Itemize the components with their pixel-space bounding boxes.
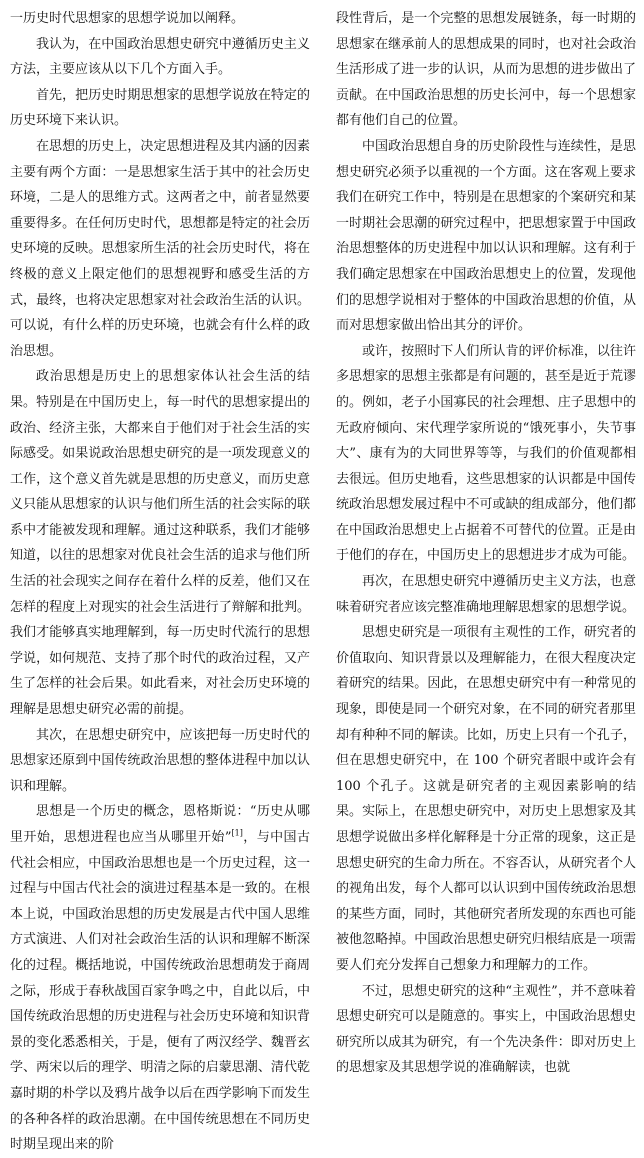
paragraph [336, 569, 636, 620]
paragraph [336, 6, 636, 134]
paragraph-text: 在思想的历史上，决定思想进程及其内涵的因素主要有两个方面：一是思想家生活于其中的社会历史环境，二是人的思维方式。这两者之中，前者显然要重要得多。在任何历史时代，思想都是特定的社会历史环境的反映。思想家所生活的社会历史时代，将在终极的意义上限定他们的思想视野和感受生活的方式，最终，也将决定思想家对社会政治生活的认识。可以说，有什么样的历史环境，也就会有什么样的政治思想。 [10, 138, 310, 359]
paragraph-text: 其次，在思想史研究中，应该把每一历史时代的思想家还原到中国传统政治思想的整体进程中加以认识和理解。 [10, 727, 310, 794]
paragraph-text: 我认为，在中国政治思想史研究中遵循历史主义方法，主要应该从以下几个方面入手。 [10, 36, 310, 78]
paragraph [10, 799, 310, 1157]
paragraph [10, 6, 310, 32]
paragraph-text: ，与中国古代社会相应，中国政治思想也是一个历史过程，这一过程与中国古代社会的演进过程基本是一致的。在根本上说，中国政治思想的历史发展是古代中国人思维方式演进、人们对社会政治生活的认识和理解不断深化的过程。概括地说，中国传统政治思想萌发于商周之际，形成于春秋战国百家争鸣之中，自此以后，中国传统政治思想的历史进程与社会历史环境和知识背景的变化悉悉相关，于是，便有了两汉经学、魏晋玄学、两宋以后的理学、明清之际的启蒙思潮、清代乾嘉时期的朴学以及鸦片战争以后在西学影响下而发生的各种各样的政治思潮。在中国传统思想在不同历史时期呈现出来的阶 [10, 830, 310, 1153]
paragraph [10, 83, 310, 134]
paragraph [336, 979, 636, 1081]
paragraph-text: 政治思想是历史上的思想家体认社会生活的结果。特别是在中国历史上，每一时代的思想家提出的政治、经济主张，大都来自于他们对于社会生活的实际感受。如果说政治思想史研究的是一项发现意义的工作，这个意义首先就是思想的历史意义，而历史意义只能从思想家的认识与他们所生活的社会实际的联系中才能被发现和理解。通过这种联系，我们才能够知道，以往的思想家对优良社会生活的追求与他们所生活的社会现实之间存在着什么样的反差，他们又在怎样的程度上对现实的社会生活进行了辩解和批判。我们才能够真实地理解到，每一历史时代流行的思想学说，如何规范、支持了那个时代的政治过程，又产生了怎样的社会后果。如此看来，对社会历史环境的理解是思想史研究必需的前提。 [10, 369, 310, 718]
left-text-column [10, 6, 310, 1153]
paragraph-text: 再次，在思想史研究中遵循历史主义方法，也意味着研究者应该完整准确地理解思想家的思想学说。 [336, 574, 636, 615]
paragraph [10, 723, 310, 800]
paragraph-text: 思想是一个历史的概念，恩格斯说：“历史从哪里开始，思想进程也应当从哪里开始” [10, 804, 310, 845]
paragraph [336, 339, 636, 569]
paragraph [10, 364, 310, 722]
paragraph-text: 段性背后，是一个完整的思想发展链条，每一时期的思想家在继承前人的思想成果的同时，也对社会政治生活形成了进一步的认识，从而为思想的进步做出了贡献。在中国政治思想的历史长河中，每一个思想家都有他们自己的位置。 [336, 11, 636, 129]
right-text-column [336, 6, 636, 1076]
paragraph-text: 或许，按照时下人们所认肯的评价标准，以往许多思想家的思想主张都是有问题的，甚至是近于荒谬的。例如，老子小国寡民的社会理想、庄子思想中的无政府倾向、宋代理学家所说的“饿死事小，失节事大”、康有为的大同世界等等，与我们的价值观都相去很远。但历史地看，这些思想家的认识都是中国传统政治思想发展过程中不可或缺的组成部分，他们都在中国政治思想史上占据着不可替代的位置。正是由于他们的存在，中国历史上的思想进步才成为可能。 [336, 343, 636, 564]
paragraph [10, 32, 310, 83]
paragraph [336, 620, 636, 978]
footnote-reference: [1] [231, 828, 243, 838]
paragraph-text: 首先，把历史时期思想家的思想学说放在特定的历史环境下来认识。 [10, 87, 310, 129]
paragraph-text: 思想史研究是一项很有主观性的工作，研究者的价值取向、知识背景以及理解能力，在很大程度决定着研究的结果。因此，在思想史研究中有一种常见的现象，即使是同一个研究对象，在不同的研究者那里却有种种不同的解读。比如，历史上只有一个孔子，但在思想史研究中，在 100 个研究者眼中或许会有 100 个孔子。这就是研究者的主观因素影响的结果。实际上，在思想史研究中，对历史上思想家及其思想学说做出多样化解释是十分正常的现象，这正是思想史研究的生命力所在。不容否认，从研究者个人的视角出发，每个人都可以认识到中国传统政治思想的某些方面，同时，其他研究者所发现的东西也可能被他忽略掉。中国政治思想史研究归根结底是一项需要人们充分发挥自己想象力和理解力的工作。 [336, 625, 636, 973]
paragraph-text: 中国政治思想自身的历史阶段性与连续性，是思想史研究必须予以重视的一个方面。这在客观上要求我们在研究工作中，特别是在思想家的个案研究和某一时期社会思潮的研究过程中，把思想家置于中国政治思想整体的历史进程中加以认识和理解。这有利于我们确定思想家在中国政治思想史上的位置，发现他们的思想学说相对于整体的中国政治思想的价值，从而对思想家做出恰出其分的评价。 [336, 138, 636, 334]
paragraph [336, 134, 636, 339]
paragraph-text: 一历史时代思想家的思想学说加以阐释。 [10, 11, 245, 26]
paragraph [10, 134, 310, 364]
paragraph-text: 不过，思想史研究的这种“主观性”，并不意味着思想史研究可以是随意的。事实上，中国政治思想史研究所以成其为研究，有一个先决条件：即对历史上的思想家及其思想学说的准确解读，也就 [336, 983, 636, 1076]
